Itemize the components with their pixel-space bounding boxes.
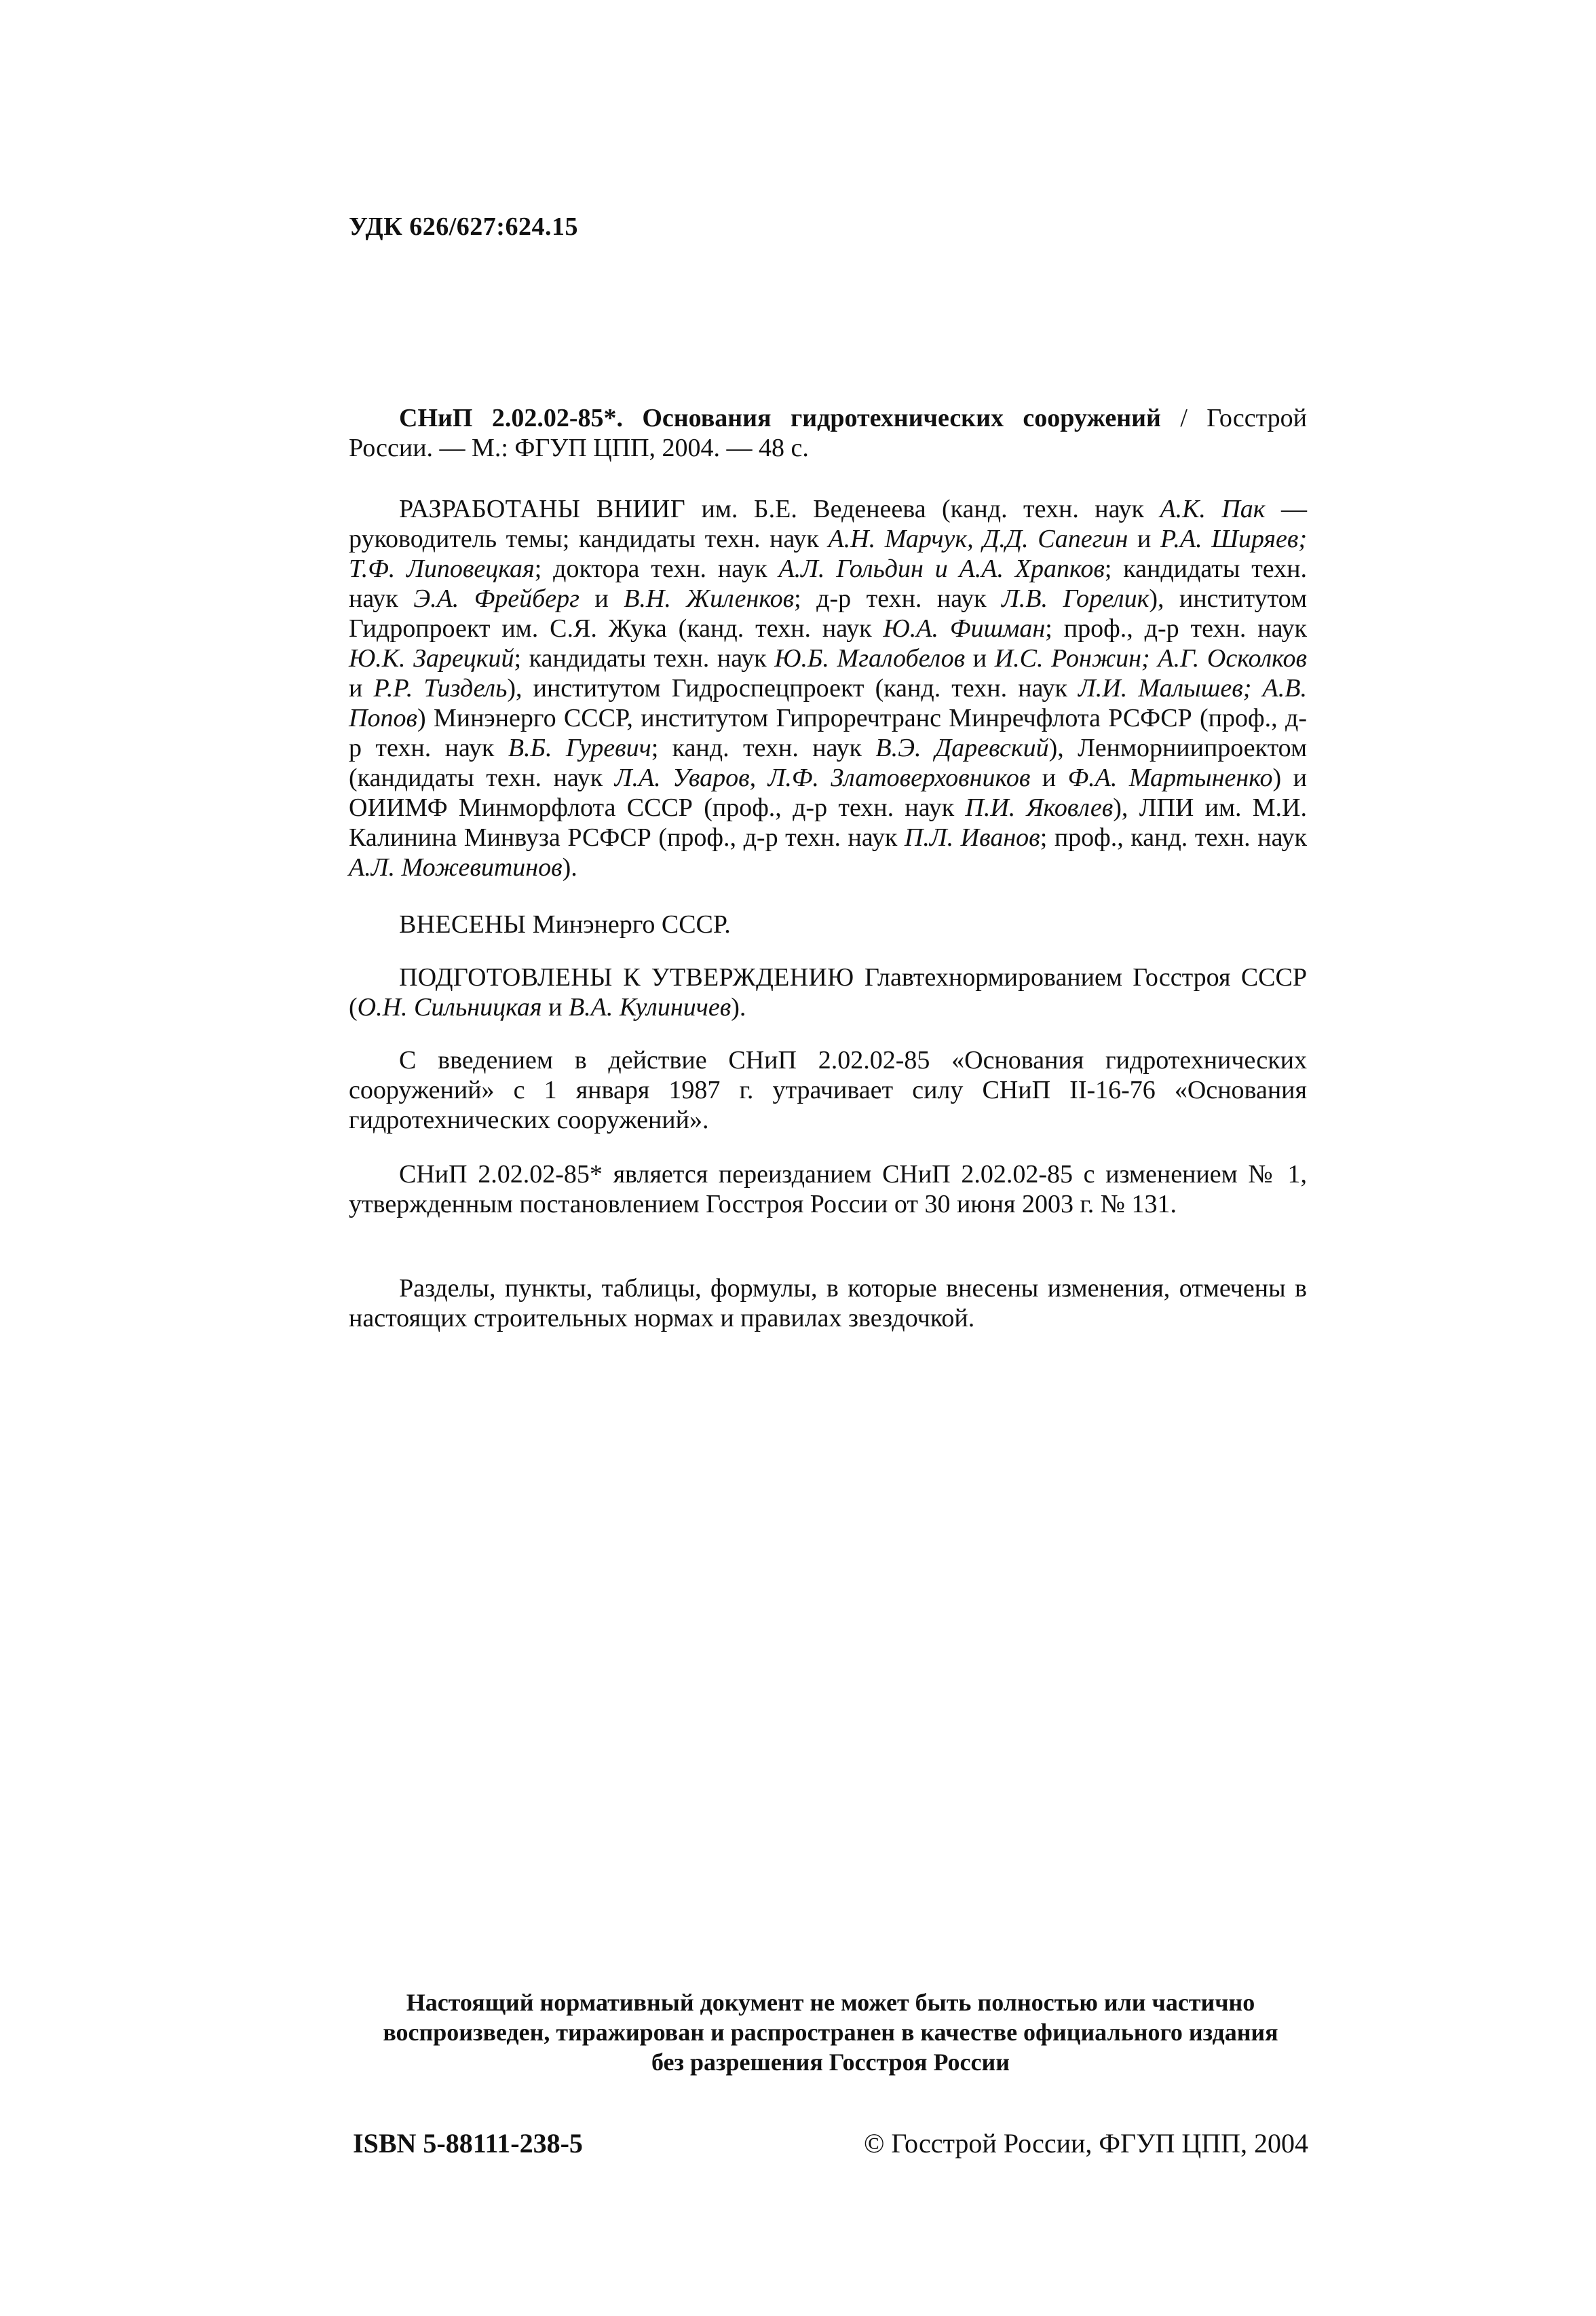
author-name: В.Э. Даревский bbox=[875, 734, 1049, 762]
author-name: В.А. Кулиничев bbox=[568, 993, 732, 1022]
author-name: Ю.А. Фишман bbox=[883, 614, 1046, 643]
prepared-label: ПОДГОТОВЛЕНЫ К УТВЕРЖДЕНИЮ bbox=[399, 963, 854, 992]
author-name: Ф.А. Мартыненко bbox=[1067, 764, 1273, 792]
citation-publisher: / Госстрой России. — М.: ФГУП ЦПП, 2004. — 48 с. bbox=[349, 404, 1307, 462]
author-name: Л.В. Горелик bbox=[1002, 584, 1150, 613]
author-name: А.Л. Гольдин и А.А. Храпков bbox=[778, 555, 1105, 583]
citation-title: СНиП 2.02.02-85*. Основания гидротехнических сооружений bbox=[399, 404, 1161, 432]
author-name: П.Л. Иванов bbox=[904, 823, 1040, 852]
isbn: ISBN 5-88111-238-5 bbox=[353, 2128, 583, 2159]
developed-label: РАЗРАБОТАНЫ ВНИИГ bbox=[399, 495, 686, 523]
enactment-paragraph: С введением в действие СНиП 2.02.02-85 «Основания гидротехнических сооружений» с 1 января 1987 г. утрачивает силу СНиП II-16-76 «Основания гидротехнических сооружений». bbox=[349, 1046, 1307, 1134]
author-name: О.Н. Сильницкая bbox=[357, 993, 542, 1022]
author-name: Р.Р. Тиздель bbox=[373, 674, 508, 703]
author-name: В.Б. Гуревич bbox=[508, 734, 651, 762]
introduced-label: ВНЕСЕНЫ bbox=[399, 910, 527, 939]
notice-line: воспроизведен, тиражирован и распространен в качестве официального издания bbox=[383, 2019, 1278, 2046]
author-name: А.Л. Можевитинов bbox=[349, 853, 563, 882]
author-name: А.Н. Марчук, Д.Д. Сапегин bbox=[828, 525, 1128, 553]
author-name: Л.А. Уваров, Л.Ф. Златоверховников bbox=[614, 764, 1031, 792]
author-name: П.И. Яковлев bbox=[965, 793, 1114, 822]
reissue-paragraph: СНиП 2.02.02-85* является переизданием СНиП 2.02.02-85 с изменением № 1, утвержденным постановлением Госстроя России от 30 июня 2003 г. № 131. bbox=[349, 1160, 1307, 1218]
introduced-paragraph: ВНЕСЕНЫ Минэнерго СССР. bbox=[399, 910, 731, 939]
author-name: Э.А. Фрейберг bbox=[413, 584, 580, 613]
author-name: Ю.К. Зарецкий bbox=[349, 644, 514, 673]
copyright-notice bbox=[352, 1987, 1310, 2077]
author-name: Л.И. Малышев; А.В. Попов bbox=[349, 674, 1307, 732]
notice-line: без разрешения Госстроя России bbox=[651, 2049, 1010, 2076]
prepared-paragraph: ПОДГОТОВЛЕНЫ К УТВЕРЖДЕНИЮ Главтехнормированием Госстроя СССР (О.Н. Сильницкая и В.А. Кулиничев). bbox=[349, 963, 1307, 1022]
developers-paragraph: РАЗРАБОТАНЫ ВНИИГ им. Б.Е. Веденеева (канд. техн. наук А.К. Пак — руководитель темы; кандидаты техн. наук А.Н. Марчук, Д.Д. Сапегин и Р.А. Ширяев; Т.Ф. Липовецкая; доктора техн. наук А.Л. Гольдин и А.А. Храпков; кандидаты техн. наук Э.А. Фрейберг и В.Н. Жиленков; д-р техн. наук Л.В. Горелик), институтом Гидропроект им. С.Я. Жука (канд. техн. наук Ю.А. Фишман; проф., д-р техн. наук Ю.К. Зарецкий; кандидаты техн. наук Ю.Б. Мгалобелов и И.С. Ронжин; А.Г. Осколков и Р.Р. Тиздель), институтом Гидроспецпроект (канд. техн. наук Л.И. Малышев; А.В. Попов) Минэнерго СССР, институтом Гипроречтранс Минречфлота РСФСР (проф., д-р техн. наук В.Б. Гуревич; канд. техн. наук В.Э. Даревский), Ленморниипроектом (кандидаты техн. наук Л.А. Уваров, Л.Ф. Златоверховников и Ф.А. Мартыненко) и ОИИМФ Минморфлота СССР (проф., д-р техн. наук П.И. Яковлев), ЛПИ им. М.И. Калинина Минвуза РСФСР (проф., д-р техн. наук П.Л. Иванов; проф., канд. техн. наук А.Л. Можевитинов). bbox=[349, 495, 1308, 882]
author-name: И.С. Ронжин; А.Г. Осколков bbox=[994, 644, 1307, 673]
asterisk-note-paragraph: Разделы, пункты, таблицы, формулы, в которые внесены изменения, отмечены в настоящих строительных нормах и правилах звездочкой. bbox=[349, 1274, 1307, 1332]
author-name: Р.А. Ширяев; Т.Ф. Липовецкая bbox=[349, 525, 1308, 583]
copyright-line: © Госстрой России, ФГУП ЦПП, 2004 bbox=[863, 2128, 1308, 2159]
bibliographic-citation bbox=[349, 403, 1307, 463]
author-name: Ю.Б. Мгалобелов bbox=[774, 644, 966, 673]
udk-code: УДК 626/627:624.15 bbox=[349, 212, 578, 241]
notice-line: Настоящий нормативный документ не может быть полностью или частично bbox=[406, 1989, 1255, 2016]
author-name: А.К. Пак bbox=[1160, 495, 1266, 523]
author-name: В.Н. Жиленков bbox=[624, 584, 795, 613]
